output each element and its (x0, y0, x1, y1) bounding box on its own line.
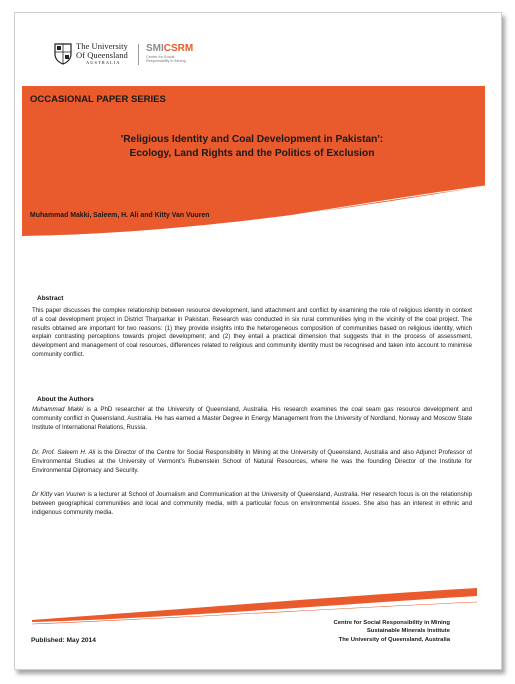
uq-logo-text (76, 42, 128, 66)
smi-csrm-logo (146, 43, 193, 54)
author-bio-text-3: is a lecturer at School of Journalism and Communication at the University of Queensland, Australia. Her research focus is on the relationship between geographical communities and local and community media, with a particular focus on environmental issues. She also has an interest in ethnic and indigenous community media. (32, 491, 472, 516)
footer-line3: The University of Queensland, Australia (338, 636, 450, 643)
series-label: OCCASIONAL PAPER SERIES (30, 94, 166, 105)
published-date: Published: May 2014 (31, 637, 96, 644)
footer-line1: Centre for Social Responsibility in Mining (333, 620, 450, 626)
uq-line3: AUSTRALIA (86, 60, 121, 65)
smi-sub2: Responsibility in Mining (146, 59, 186, 64)
abstract-text: This paper discusses the complex relationship between resource development, land attachment and conflict by examining the role of religious identity in context of a coal development project in District Tharparkar in Pakistan. Research was conducted in six rural communities lying in the vicinity of the coal project. The results obtained are important for two reasons: (1) they provide insights into the heterogeneous composition of communities based on religious identity, which explain contrasting perceptions towards project development; and (2) they entail a practical dimension that suggests that in the process of assessment, development and management of coal resources, differences related to religious and community identity must be recognised and taken into account to minimise community conflict. (32, 307, 472, 358)
author-bio-3 (32, 491, 472, 517)
author-bio-text-1: is a PhD researcher at the University of Queensland, Australia. His research examines the coal seam gas resource development and community conflict in Queensland, Australia. He has earned a Master Degree in Energy Management from the University of Nordland, Norway and Moscow State Institute of International Relations, Russia. (32, 406, 472, 431)
uq-line2: Of Queensland (76, 50, 128, 60)
banner-shape (22, 86, 485, 278)
abstract-heading: Abstract (37, 295, 64, 302)
title-banner (22, 86, 485, 278)
uq-line1: The University (76, 41, 128, 51)
footer-line2: Sustainable Minerals Institute (366, 628, 450, 635)
about-authors-heading: About the Authors (37, 396, 94, 403)
smi-sub1: Centre for Social (146, 55, 175, 59)
author-bio-2 (32, 449, 472, 475)
smi-subtitle (146, 55, 186, 64)
smi-text: SMI (146, 43, 164, 54)
authors-line: Muhammad Makki, Saleem, H. Ali and Kitty Van Vuuren (30, 212, 210, 219)
uq-crest-icon (54, 43, 72, 65)
author-name-1: Muhammad Makki (32, 406, 84, 413)
author-bio-text-2: is the Director of the Centre for Social Responsibility in Mining at the University of Queensland, Australia and also Adjunct Professor of Environmental Studies at the University of Vermont's Rubenstein School of Natural Resources, where he was the founding Director of the Institute for Environmental Diplomacy and Security. (32, 449, 472, 474)
paper-title-line1: 'Religious Identity and Coal Development in Pakistan': (120, 134, 384, 145)
author-name-2: Dr. Prof. Saleem H. Ali (32, 449, 96, 456)
footer-institution (290, 619, 450, 644)
author-name-3: Dr Kitty van Vuuren (32, 491, 86, 498)
paper-title-line2: Ecology, Land Rights and the Politics of Exclusion (129, 148, 375, 159)
csrm-text: CSRM (163, 43, 194, 54)
logo-area (54, 42, 254, 82)
author-bio-1 (32, 406, 472, 432)
logo-divider (138, 44, 139, 65)
